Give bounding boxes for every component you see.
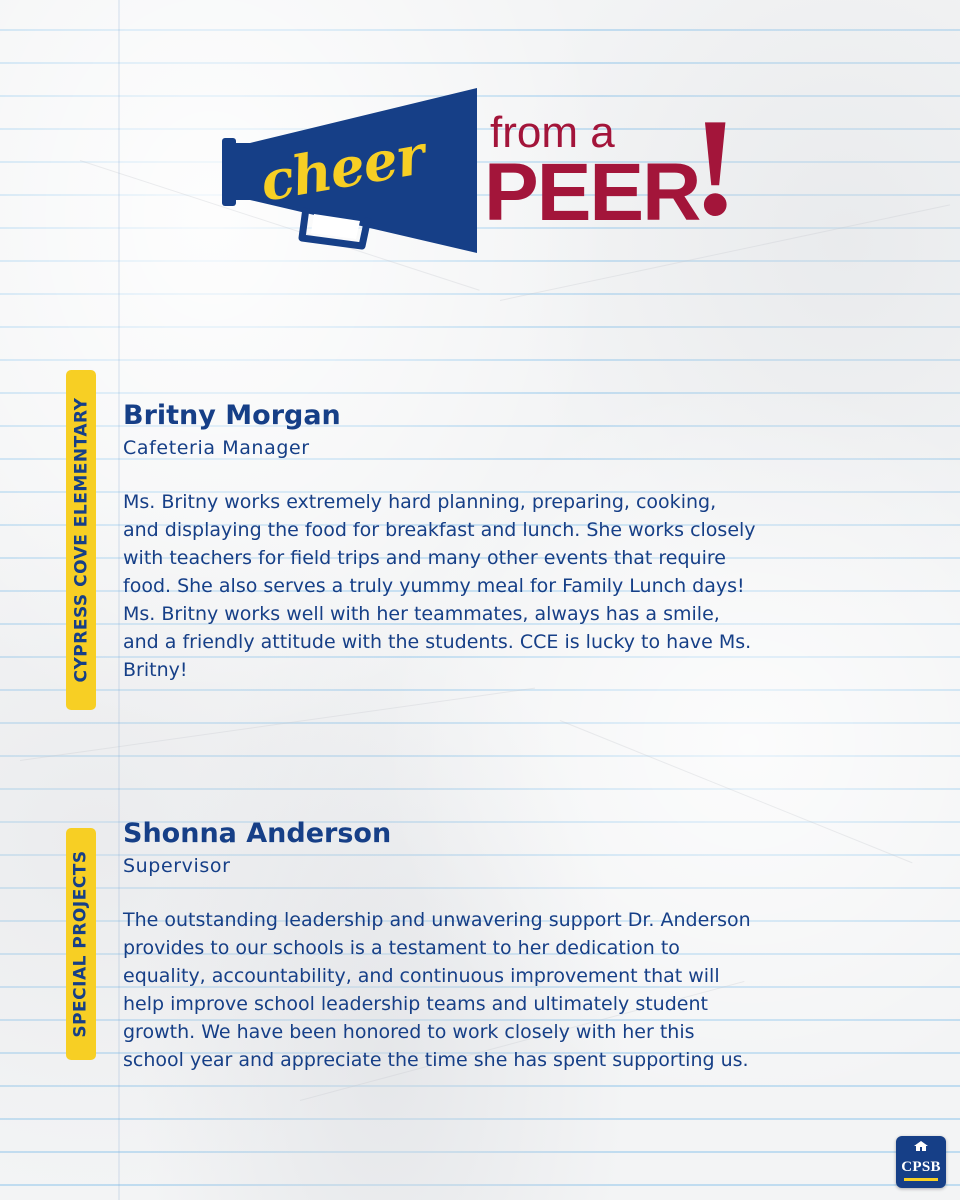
school-house-icon: [914, 1141, 928, 1151]
cpsb-logo-badge: [896, 1136, 946, 1188]
department-label: CYPRESS COVE ELEMENTARY: [71, 397, 92, 683]
recognition-text-line: equality, accountability, and continuous improvement that will: [123, 965, 720, 987]
honoree-role: Cafeteria Manager: [123, 437, 310, 459]
recognition-text: [123, 906, 913, 1074]
badge-text: CPSB: [901, 1159, 941, 1175]
peer-word: PEER: [484, 147, 700, 238]
honoree-role: Supervisor: [123, 855, 231, 877]
recognition-text: [123, 488, 913, 684]
recognition-text-line: and displaying the food for breakfast and lunch. She works closely: [123, 519, 756, 541]
recognition-text-line: The outstanding leadership and unwavering support Dr. Anderson: [123, 909, 751, 931]
exclamation-mark: !: [692, 90, 739, 245]
recognition-text-line: growth. We have been honored to work closely with her this: [123, 1021, 695, 1043]
honoree-name: Britny Morgan: [123, 400, 341, 431]
recognition-text-line: and a friendly attitude with the students. CCE is lucky to have Ms.: [123, 631, 752, 653]
recognition-entry: [123, 398, 913, 684]
department-tab: [66, 370, 96, 710]
badge-stripe: [904, 1178, 938, 1181]
recognition-text-line: food. She also serves a truly yummy meal for Family Lunch days!: [123, 575, 745, 597]
recognition-text-line: school year and appreciate the time she has spent supporting us.: [123, 1049, 749, 1071]
recognition-text-line: provides to our schools is a testament to her dedication to: [123, 937, 680, 959]
honoree-name: Shonna Anderson: [123, 818, 392, 849]
recognition-text-line: help improve school leadership teams and ultimately student: [123, 993, 708, 1015]
department-label: SPECIAL PROJECTS: [71, 850, 91, 1038]
paper-margin-line: [118, 0, 120, 1200]
from-a-text: from a: [490, 108, 615, 157]
department-tab: [66, 828, 96, 1060]
recognition-entry: [123, 816, 913, 1074]
cheer-word: cheer: [255, 122, 429, 214]
recognition-text-line: Ms. Britny works well with her teammates, always has a smile,: [123, 603, 720, 625]
cheer-from-a-peer-logo: [222, 88, 739, 278]
recognition-text-line: with teachers for field trips and many other events that require: [123, 547, 726, 569]
recognition-text-line: Britny!: [123, 659, 188, 681]
recognition-text-line: Ms. Britny works extremely hard planning, preparing, cooking,: [123, 491, 717, 513]
